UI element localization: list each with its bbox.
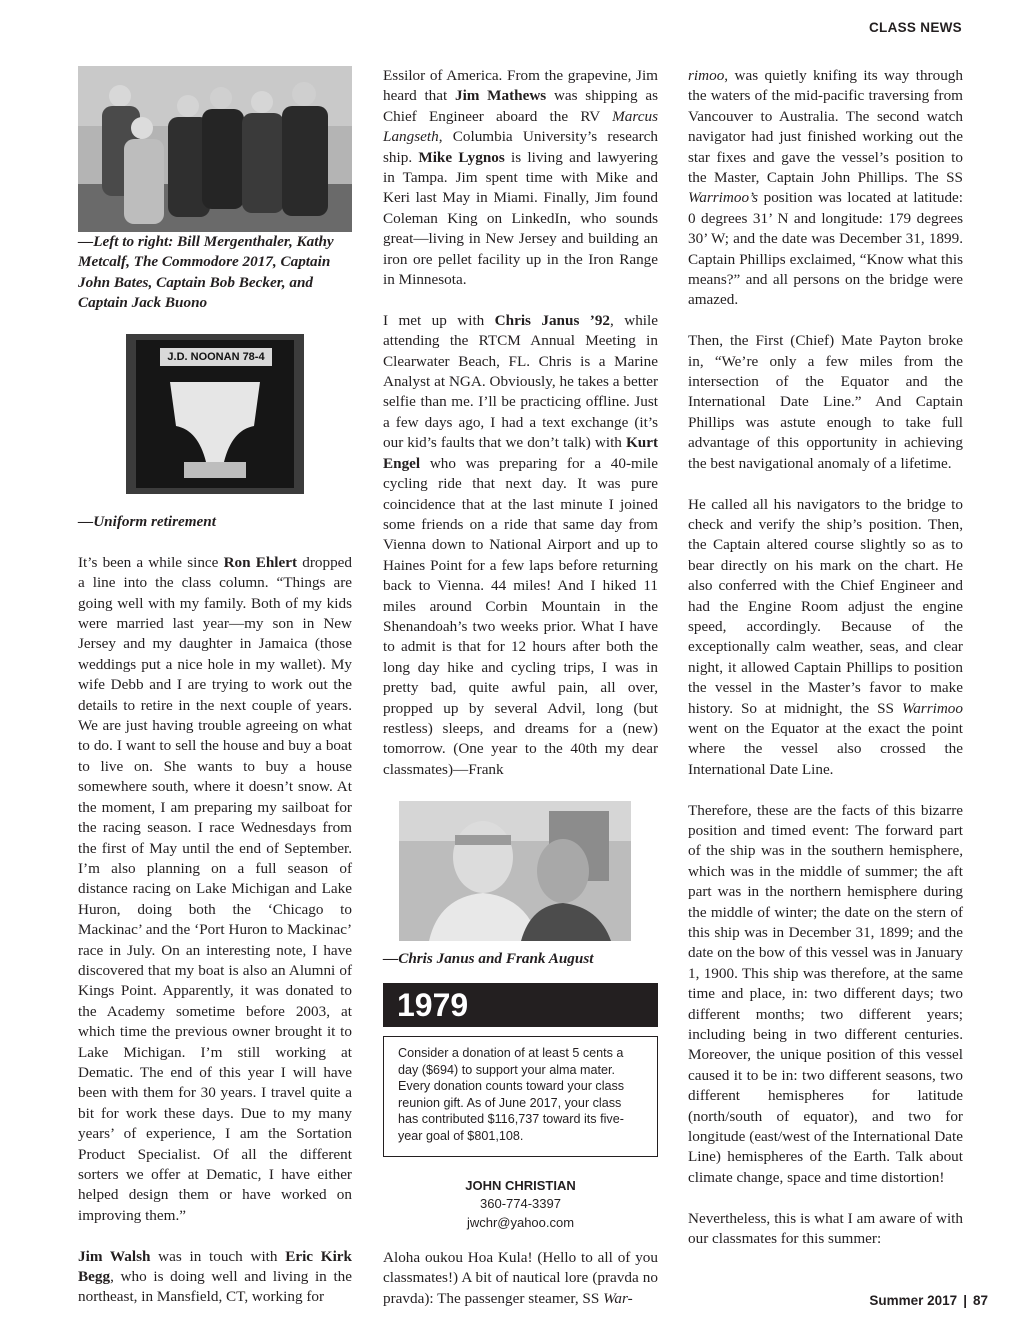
group-photo-caption: —Left to right: Bill Mergenthaler, Kathy Metcalf, The Commodore 2017, Captain John Bates, Captain Bob Becker, and Captain Jack Buono xyxy=(78,233,334,312)
ehlert-paragraph: It’s been a while since Ron Ehlert dropped a line into the class column. “Things are going well with my family. Both of my kids were married last year—my son in New Jersey and my daughter in Jamaica (those weddings put a nice hole in my wallet). My wife Debb and I are trying to work out the details to retire in the next couple of years. We are just having trouble agreeing on what to do. I want to sell the house and buy a boat to live on. She wants to buy a house somewhere south, where it doesn’t snow. At the moment, I am preparing my sailboat for the racing season. I race Wednesdays from the first of May until the end of September. I’m also planning on a full season of distance racing on Lake Michigan and Lake Huron, doing both the ‘Chicago to Mackinac’ and the ‘Port Huron to Mackinac’ race in July. On an interesting note, I have discovered that my boat is also an Alumni of Kings Point. Apparently, it was donated to the Academy sometime before 2003, at which time the previous owner brought it to Lake Michigan. I’m still working at Dematic. The end of this year I will have been with them for 30 years. I travel quite a bit for work these days. Due to my many years’ of experience, I am the Sortation Product Specialist. Of all the different sorters we offer at Dematic, I have either helped design them or have worked on improving them.” xyxy=(78,553,353,1224)
contact-phone: 360-774-3397 xyxy=(480,1196,561,1212)
warrimoo-paragraph-3: He called all his navigators to the bridge to check and verify the ship’s position. Then, the Captain altered course slightly so as to bear directly on his mark on the chart. He also conferred with the Chief Engineer and had the Engine Room adjust the engine speed, accordingly. Because of the exceptionally calm weather, seas, and clear night, it allowed Captain Phillips to position the vessel in the Master’s favor to make history. So at midnight, the SS Warrimoo went on the Equator at the exact the point where the vessel also crossed the International Date Line. xyxy=(688,495,963,778)
group-photo xyxy=(78,66,352,232)
contact-name: JOHN CHRISTIAN xyxy=(465,1177,576,1193)
mathews-paragraph: Essilor of America. From the grapevine, Jim heard that Jim Mathews was shipping as Chief Engineer aboard the RV Marcus Langseth, Columbia University’s research ship. Mike Lygnos is living and lawyering in Tampa. Jim spent time with Mike and Keri last May in Miami. Finally, Jim found Coleman King on LinkedIn, who sounds great—living in New Jersey and building an iron ore pellet facility up in the Iron Range in Minnesota. xyxy=(383,67,658,289)
page-footer xyxy=(869,1293,988,1308)
section-label: CLASS NEWS xyxy=(868,20,962,35)
uniform-photo-caption: —Uniform retirement xyxy=(78,513,216,531)
class-year-banner: 1979 xyxy=(383,983,658,1027)
uniform-photo xyxy=(126,334,304,494)
selfie-photo-caption: —Chris Janus and Frank August xyxy=(383,949,594,967)
issue-label: Summer 2017 xyxy=(869,1293,958,1308)
selfie-photo xyxy=(399,801,631,941)
warrimoo-paragraph-4: Therefore, these are the facts of this bizarre position and timed event: The forward part of the ship was in the southern hemisphere, which was in the middle of summer; the aft part was in the northern hemisphere during the middle of winter; the date on the stern of this ship was in December 31, 1899; and the date on the bow of this vessel was in January 1, 1900. This ship was therefore, at the same time and place, in: two different days; two different months; two different years; including being in two different centuries. Moreover, the unique position of this vessel caused it to be in: two different seasons, two different hemispheres for latitude (north/south of equator), and two for longitude (east/west of the International Date Line) hemispheres of the Earth. Talk about climate change, space and time distortion! xyxy=(688,801,963,1186)
column-1 xyxy=(78,66,352,1328)
closing-paragraph: Nevertheless, this is what I am aware of with our classmates for this summer: xyxy=(688,1209,963,1248)
janus-paragraph: I met up with Chris Janus ’92, while attending the RTCM Annual Meeting in Clearwater Beach, FL. Chris is a Marine Analyst at NGA. Obviously, he takes a better selfie than me. I’ll be practicing offline. Just a few days ago, I had a text exchange (it’s our kid’s faults that we don’t talk) with Kurt Engel who was preparing for a 40-mile cycling ride that next day. It was pure coincidence that at the last minute I joined some friends on a ride that same day from Vienna down to National Airport and up to Haines Point for a few laps before returning back to Vienna. 44 miles! And I hiked 11 miles around Corbin Mountain in the Shenandoah’s two weeks prior. What I have to admit is that for 12 hours after both the long day hike and cycling trips, I was in pretty bad, quite awful pain, all over, propped up by several Advil, long (but restless) sleeps, and dreams for a (new) tomorrow. (One year to the 40th my dear classmates)—Frank xyxy=(383,311,658,778)
uniform-nameplate: J.D. NOONAN 78-4 xyxy=(160,348,272,366)
column-2 xyxy=(383,66,658,1330)
class-contact xyxy=(383,1177,658,1233)
footer-separator: | xyxy=(963,1293,967,1308)
column-3 xyxy=(688,66,963,1270)
donation-box: Consider a donation of at least 5 cents a day ($694) to support your alma mater. Every donation counts toward your class reunion gift. As of June 2017, your class has contributed $116,737 toward its five-year goal of $801,108. xyxy=(383,1036,658,1157)
walsh-paragraph: Jim Walsh was in touch with Eric Kirk Begg, who is doing well and living in the northeast, in Mansfield, CT, working for xyxy=(78,1247,352,1306)
aloha-paragraph: Aloha oukou Hoa Kula! (Hello to all of you classmates!) A bit of nautical lore (pravda no pravda): The passenger steamer, SS War- xyxy=(383,1249,658,1307)
warrimoo-paragraph-1: rimoo, was quietly knifing its way through the waters of the mid-pacific traversing from Vancouver to Australia. The second watch navigator had just finished working out the star fixes and gave the vessel’s position to the Master, Captain John Phillips. The SS Warrimoo’s position was located at latitude: 0 degrees 31’ N and longitude: 179 degrees 30’ W; and the date was December 31, 1899. Captain Phillips exclaimed, “Know what this means?” and all persons on the bridge were amazed. xyxy=(688,67,963,309)
warrimoo-paragraph-2: Then, the First (Chief) Mate Payton broke in, “We’re only a few miles from the intersection of the Equator and the International Date Line.” And Captain Phillips was astute enough to take full advantage of this opportunity in achieving the best navigational anomaly of a lifetime. xyxy=(688,332,963,472)
page-number: 87 xyxy=(972,1293,988,1308)
contact-email[interactable]: jwchr@yahoo.com xyxy=(466,1214,575,1230)
